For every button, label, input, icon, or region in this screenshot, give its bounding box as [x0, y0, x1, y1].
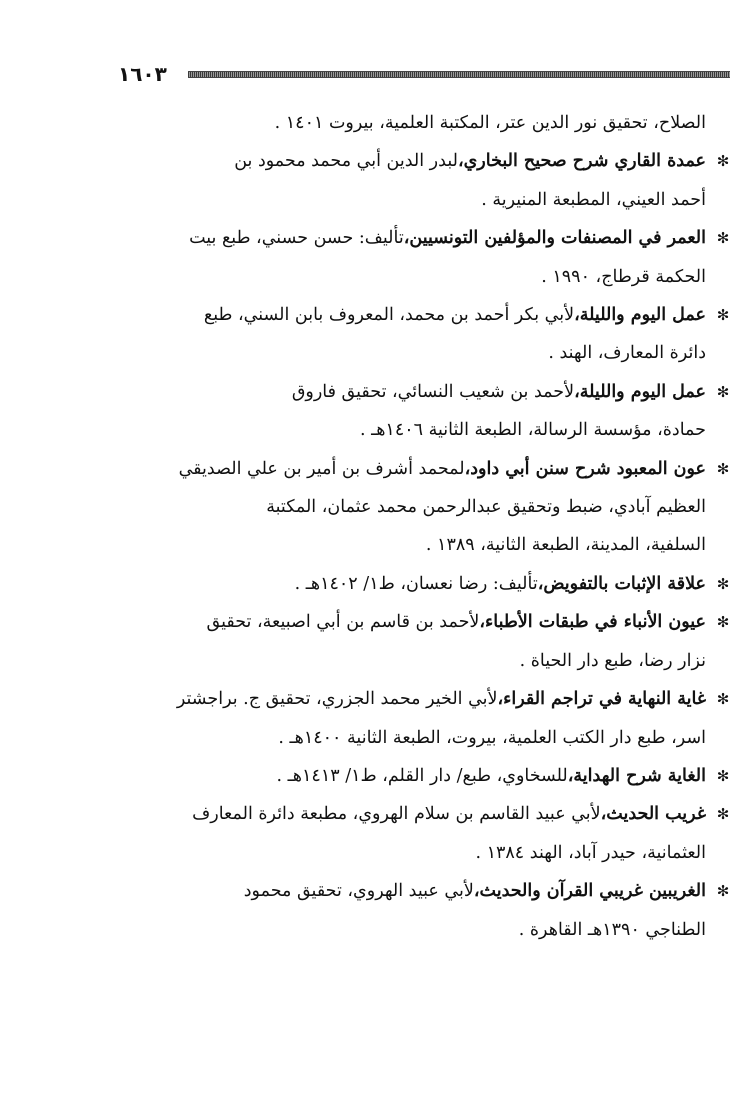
entry-title: الغريبين غريبي القرآن والحديث، — [473, 881, 706, 902]
asterisk-bullet-icon: ✻ — [716, 690, 730, 709]
entry-first-line — [112, 757, 734, 795]
entry-details: لأبي عبيد الهروي، تحقيق محمود — [243, 881, 474, 902]
bibliography-entry — [112, 450, 734, 565]
entry-title: عون المعبود شرح سنن أبي داود، — [464, 458, 706, 479]
entry-title: عمدة القاري شرح صحيح البخاري، — [457, 151, 706, 172]
header-rule — [188, 71, 730, 78]
entry-continuation-line: اسر، طبع دار الكتب العلمية، بيروت، الطبعة الثانية ١٤٠٠هـ . — [278, 727, 706, 748]
entry-first-line — [112, 296, 734, 334]
entry-details: لبدر الدين أبي محمد محمود بن — [234, 151, 458, 172]
asterisk-bullet-icon: ✻ — [716, 882, 730, 901]
entry-continuation-line: نزار رضا، طبع دار الحياة . — [519, 650, 706, 671]
entry-title: غريب الحديث، — [600, 804, 706, 825]
bibliography-entry — [112, 219, 734, 296]
asterisk-bullet-icon: ✻ — [716, 574, 730, 593]
entry-details: لأبي عبيد القاسم بن سلام الهروي، مطبعة دائرة المعارف — [192, 804, 601, 825]
entry-title: العمر في المصنفات والمؤلفين التونسيين، — [403, 228, 706, 249]
page-number: ١٦٠٣ — [118, 62, 167, 86]
entry-first-line — [112, 795, 734, 833]
entry-title: عمل اليوم والليلة، — [574, 305, 706, 326]
bibliography-list — [112, 104, 734, 949]
entry-title: غاية النهاية في تراجم القراء، — [497, 689, 706, 710]
bibliography-entry — [112, 603, 734, 680]
entry-first-line — [112, 142, 734, 180]
entry-continuation-line: العظيم آبادي، ضبط وتحقيق عبدالرحمن محمد عثمان، المكتبة — [266, 497, 706, 518]
asterisk-bullet-icon: ✻ — [716, 766, 730, 785]
entry-first-line — [112, 219, 734, 257]
asterisk-bullet-icon: ✻ — [716, 306, 730, 325]
entry-title: عمل اليوم والليلة، — [574, 381, 706, 402]
entry-title: الغاية شرح الهداية، — [567, 765, 706, 786]
entry-first-line — [112, 450, 734, 488]
entry-details: لأبي الخير محمد الجزري، تحقيق ج. براجشتر — [176, 689, 498, 710]
bibliography-entry — [112, 296, 734, 373]
entry-continuation-line: دائرة المعارف، الهند . — [548, 343, 706, 364]
entry-first-line — [112, 565, 734, 603]
entry-continuation-line: حمادة، مؤسسة الرسالة، الطبعة الثانية ١٤٠٦هـ . — [359, 420, 706, 441]
entry-details: للسخاوي، طبع/ دار القلم، ط١/ ١٤١٣هـ . — [276, 765, 568, 786]
entry-continuation-line: الحكمة قرطاج، ١٩٩٠ . — [541, 266, 706, 287]
bibliography-entry — [112, 795, 734, 872]
entry-details: تأليف: حسن حسني، طبع بيت — [189, 228, 404, 249]
entry-first-line — [112, 373, 734, 411]
entry-details: لمحمد أشرف بن أمير بن علي الصديقي — [178, 458, 465, 479]
entry-continuation-line: العثمانية، حيدر آباد، الهند ١٣٨٤ . — [475, 842, 706, 863]
entry-title: علاقة الإثبات بالتفويض، — [537, 573, 706, 594]
entry-continuation — [112, 104, 734, 142]
bibliography-entry — [112, 142, 734, 219]
entry-details: لأحمد بن قاسم بن أبي اصبيعة، تحقيق — [206, 612, 480, 633]
bibliography-entry — [112, 757, 734, 795]
page-header — [118, 62, 730, 86]
entry-continuation-line: السلفية، المدينة، الطبعة الثانية، ١٣٨٩ . — [425, 535, 706, 556]
entry-details: تأليف: رضا نعسان، ط١/ ١٤٠٢هـ . — [294, 573, 538, 594]
asterisk-bullet-icon: ✻ — [716, 613, 730, 632]
asterisk-bullet-icon: ✻ — [716, 805, 730, 824]
entry-first-line — [112, 680, 734, 718]
bibliography-entry — [112, 565, 734, 603]
bibliography-entry — [112, 872, 734, 949]
asterisk-bullet-icon: ✻ — [716, 382, 730, 401]
entry-continuation-line: الطناجي ١٣٩٠هـ القاهرة . — [518, 919, 706, 940]
entry-continuation-line: الصلاح، تحقيق نور الدين عتر، المكتبة العلمية، بيروت ١٤٠١ . — [274, 113, 706, 133]
entry-title: عيون الأنباء في طبقات الأطباء، — [479, 612, 706, 633]
entry-details: لأبي بكر أحمد بن محمد، المعروف بابن السني، طبع — [203, 305, 575, 326]
entry-continuation-line: أحمد العيني، المطبعة المنيرية . — [481, 189, 706, 210]
entry-details: لأحمد بن شعيب النسائي، تحقيق فاروق — [291, 381, 575, 402]
entry-first-line — [112, 603, 734, 641]
asterisk-bullet-icon: ✻ — [716, 459, 730, 478]
bibliography-entry — [112, 680, 734, 757]
entry-first-line — [112, 872, 734, 910]
bibliography-entry — [112, 373, 734, 450]
asterisk-bullet-icon: ✻ — [716, 152, 730, 171]
asterisk-bullet-icon: ✻ — [716, 229, 730, 248]
